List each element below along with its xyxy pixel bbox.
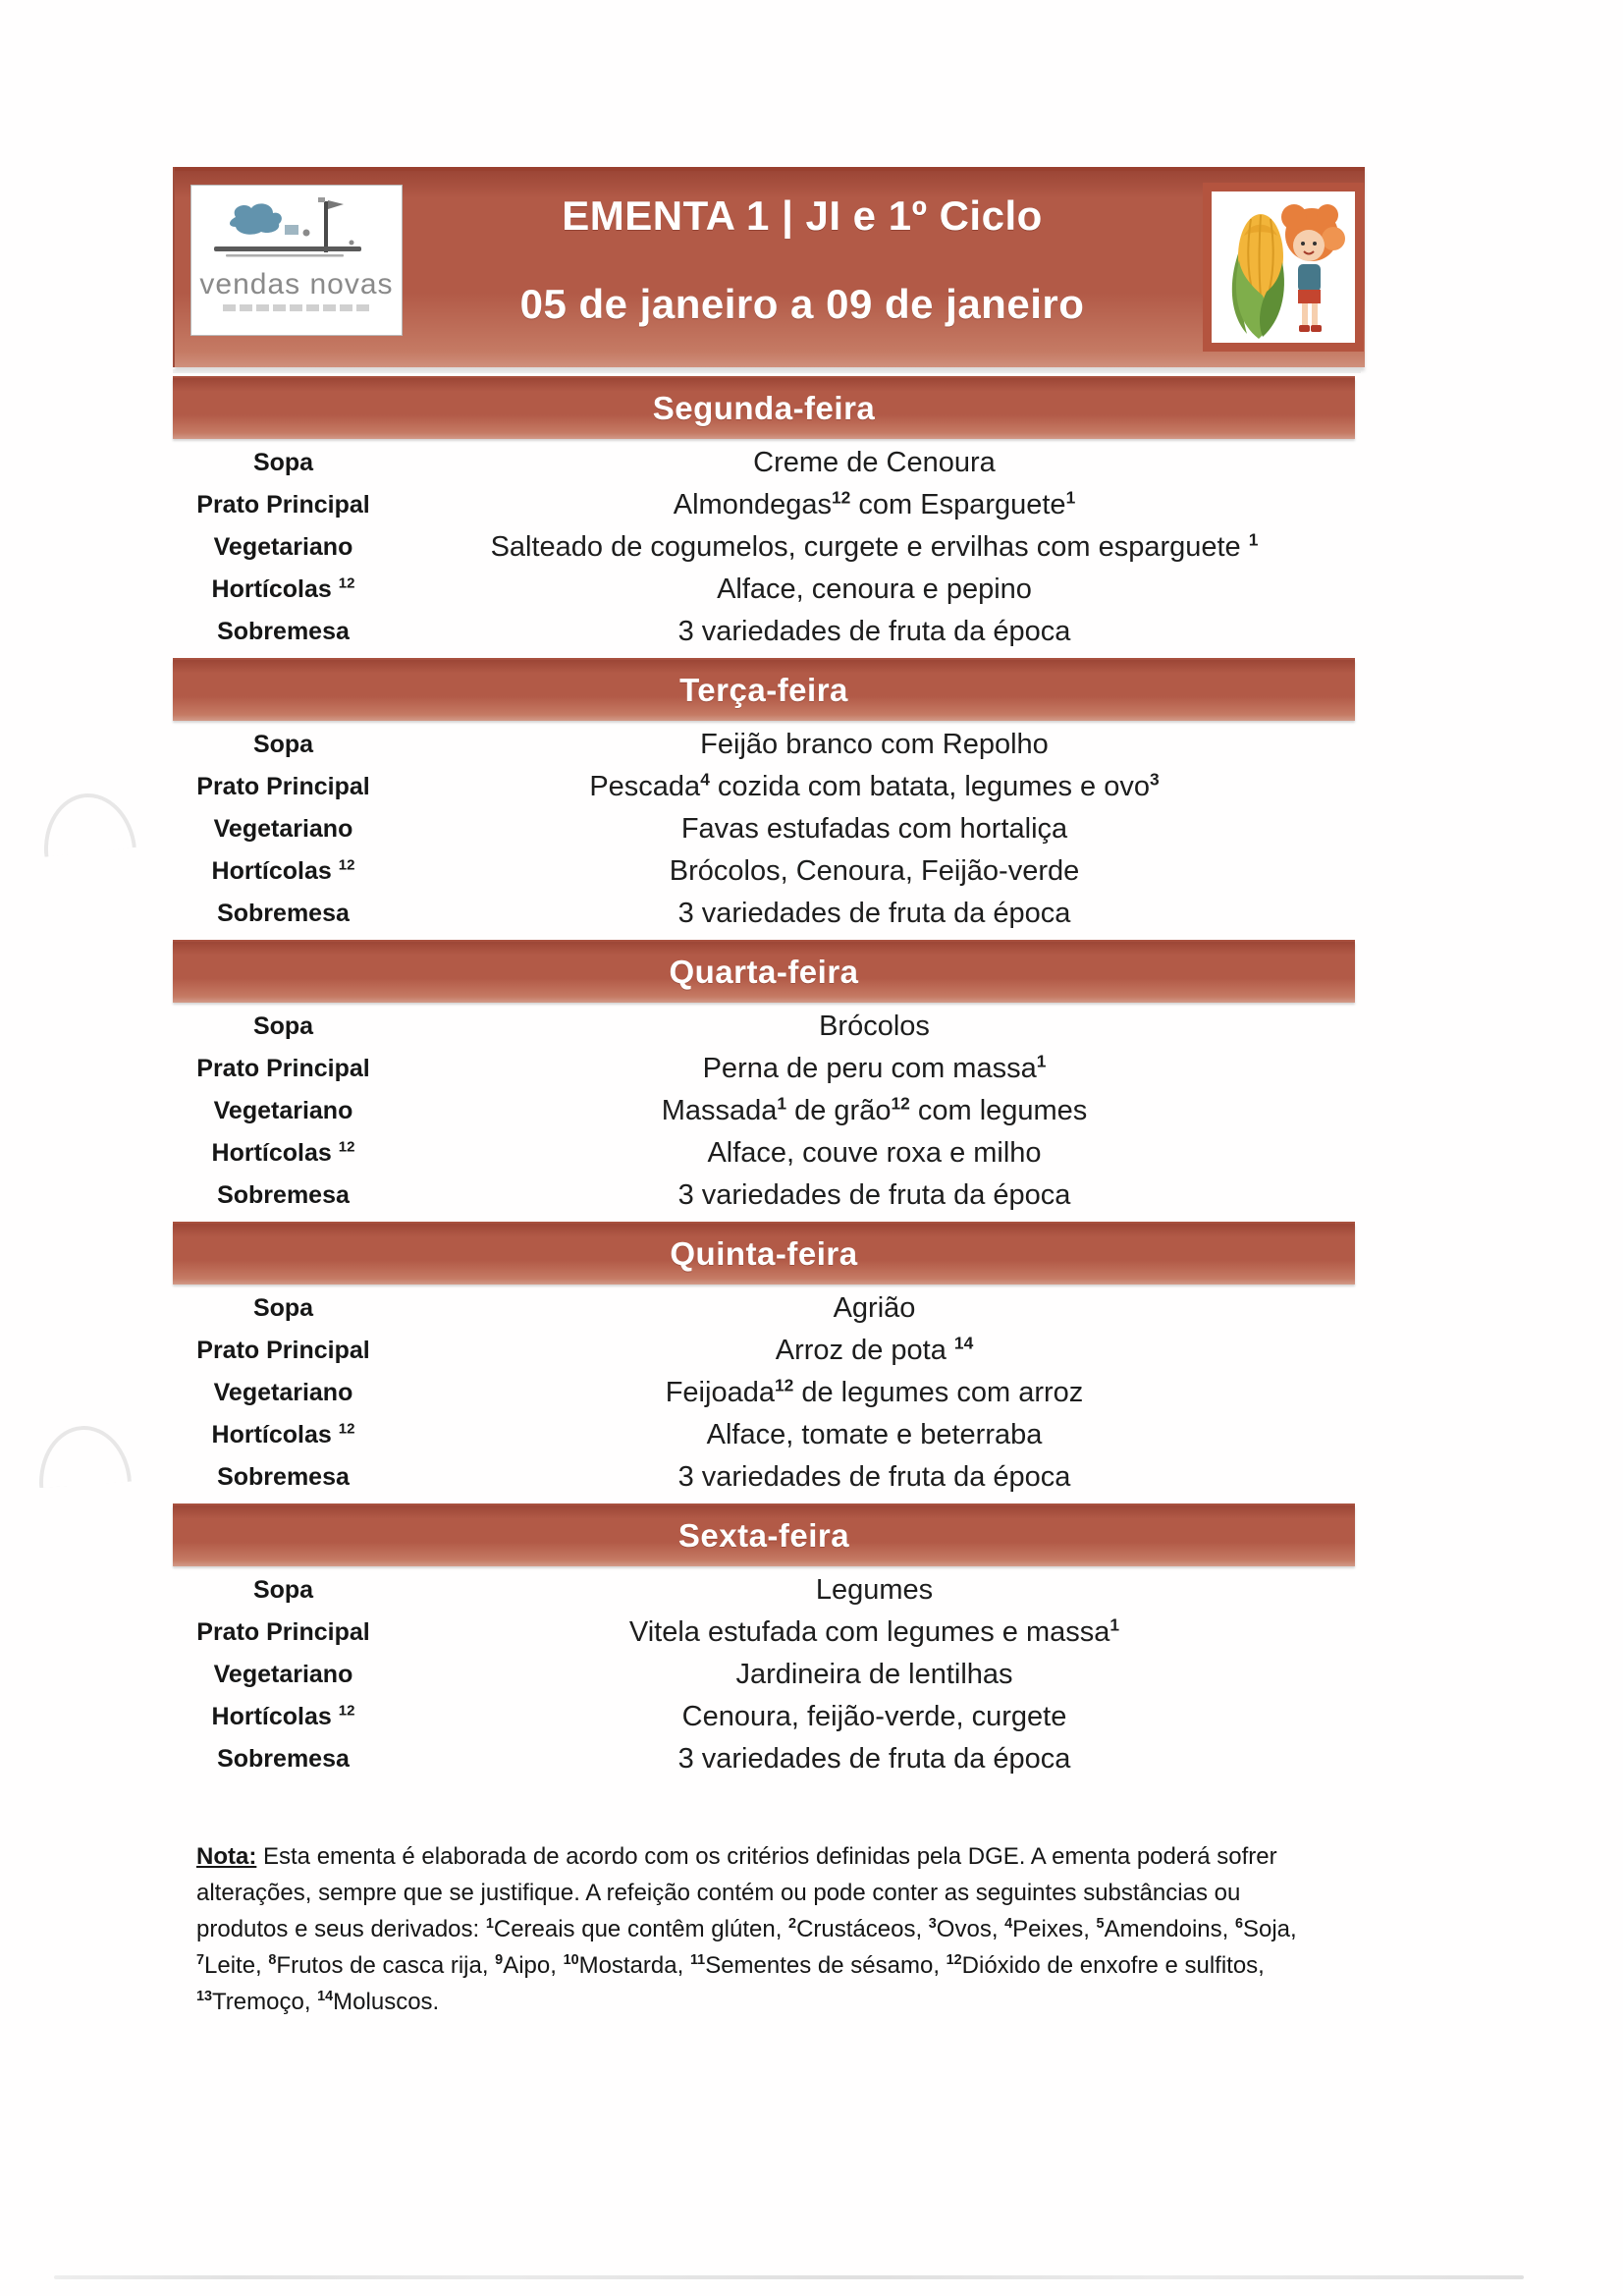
row-label: Sobremesa xyxy=(217,1181,350,1209)
day-section xyxy=(173,1224,1355,1497)
note-line: $^7$Leite, $^8$Frutos de casca rija, $^9$Aipo, $^{10}$Mostarda, $^{11}$Sementes de sésamo, $^{12}$Dióxido de enxofre e sulfitos, xyxy=(196,1952,1265,1979)
day-section xyxy=(173,378,1355,651)
menu-row xyxy=(173,1090,1355,1132)
row-label: Sopa xyxy=(252,1576,314,1604)
day-band xyxy=(173,378,1355,439)
row-label: Vegetariano xyxy=(213,1097,353,1124)
menu-row xyxy=(173,1414,1355,1456)
row-label: Sopa xyxy=(252,731,314,758)
dish-text: Brócolos, Cenoura, Feijão-verde xyxy=(669,855,1080,887)
menu-row xyxy=(173,1006,1355,1048)
day-title: Quarta-feira xyxy=(669,954,859,990)
day-band xyxy=(173,1224,1355,1285)
menu-row xyxy=(173,1738,1355,1780)
dish-text: Arroz de pota $^{14}$ xyxy=(775,1333,974,1366)
row-label: Sopa xyxy=(252,449,314,476)
menu-row xyxy=(173,611,1355,653)
scan-shadow xyxy=(173,369,1361,373)
menu-row xyxy=(173,1696,1355,1738)
menu-row xyxy=(173,484,1355,526)
dish-text: Salteado de cogumelos, curgete e ervilhas com esparguete $^1$ xyxy=(490,529,1259,563)
header-banner xyxy=(175,167,1365,367)
menu-row xyxy=(173,1654,1355,1696)
menu-row xyxy=(173,1132,1355,1175)
menu-row xyxy=(173,442,1355,484)
note-line: $^{13}$Tremoço, $^{14}$Moluscos. xyxy=(196,1989,440,2015)
menu-row xyxy=(173,724,1355,766)
dish-text: Agrião xyxy=(833,1292,916,1324)
day-title: Sexta-feira xyxy=(677,1517,850,1554)
corn-kid-icon xyxy=(1212,191,1355,343)
dish-text: Perna de peru com massa$^1$ xyxy=(702,1051,1047,1084)
dish-text: Alface, tomate e beterraba xyxy=(706,1419,1043,1450)
menu-row xyxy=(173,766,1355,808)
row-label: Prato Principal xyxy=(196,1337,370,1364)
day-section xyxy=(173,660,1355,933)
dish-text: Pescada$^4$ cozida com batata, legumes e ovo$^3$ xyxy=(589,769,1160,802)
dish-text: Alface, cenoura e pepino xyxy=(717,574,1032,605)
row-label: Hortícolas $^{12}$ xyxy=(211,1702,355,1730)
dish-text: Alface, couve roxa e milho xyxy=(707,1137,1042,1169)
day-section xyxy=(173,1505,1355,1778)
dish-text: Feijoada$^{12}$ de legumes com arroz xyxy=(665,1375,1084,1408)
row-label: Prato Principal xyxy=(196,491,370,519)
row-label: Sobremesa xyxy=(217,1745,350,1773)
menu-row xyxy=(173,526,1355,569)
menu-row xyxy=(173,850,1355,893)
menu-row xyxy=(173,1287,1355,1330)
menu-row xyxy=(173,893,1355,935)
menu-row xyxy=(173,1330,1355,1372)
dish-text: Cenoura, feijão-verde, curgete xyxy=(681,1701,1067,1732)
dish-text: Favas estufadas com hortaliça xyxy=(680,813,1068,845)
day-title: Segunda-feira xyxy=(652,390,876,426)
menu-row xyxy=(173,1612,1355,1654)
dish-text: 3 variedades de fruta da época xyxy=(677,1179,1071,1211)
dish-text: 3 variedades de fruta da época xyxy=(677,1743,1071,1775)
row-label: Hortícolas $^{12}$ xyxy=(211,856,355,885)
weekly-menu xyxy=(173,378,1355,1787)
row-label: Sobremesa xyxy=(217,900,350,927)
day-section xyxy=(173,942,1355,1215)
scan-artifact-arc xyxy=(35,1423,132,1488)
note-line: alterações, sempre que se justifique. A refeição contém ou pode conter as seguintes substâncias ou xyxy=(196,1880,1241,1906)
menu-row xyxy=(173,1569,1355,1612)
row-label: Vegetariano xyxy=(213,815,353,843)
row-label: Sopa xyxy=(252,1012,314,1040)
scan-artifact-line xyxy=(54,2275,1524,2279)
dish-text: 3 variedades de fruta da época xyxy=(677,898,1071,929)
row-label: Sobremesa xyxy=(217,1463,350,1491)
day-band xyxy=(173,660,1355,721)
menu-row xyxy=(173,1048,1355,1090)
menu-row xyxy=(173,1175,1355,1217)
row-label: Sobremesa xyxy=(217,618,350,645)
municipality-logo-icon xyxy=(208,195,385,268)
menu-row xyxy=(173,808,1355,850)
row-label: Vegetariano xyxy=(213,1379,353,1406)
note-label: Nota: xyxy=(196,1843,257,1870)
menu-row xyxy=(173,1456,1355,1499)
dish-text: Almondegas$^{12}$ com Esparguete$^1$ xyxy=(673,487,1076,520)
row-label: Hortícolas $^{12}$ xyxy=(211,1138,355,1167)
header-titles xyxy=(414,171,1190,367)
dish-text: Vitela estufada com legumes e massa$^1$ xyxy=(628,1614,1120,1648)
row-label: Vegetariano xyxy=(213,533,353,561)
allergen-note xyxy=(196,1838,1335,2020)
row-label: Hortícolas $^{12}$ xyxy=(211,1420,355,1449)
day-band xyxy=(173,942,1355,1003)
row-label: Hortícolas $^{12}$ xyxy=(211,574,355,603)
day-band xyxy=(173,1505,1355,1566)
dish-text: Massada$^1$ de grão$^{12}$ com legumes xyxy=(661,1093,1088,1126)
row-label: Sopa xyxy=(252,1294,314,1322)
page-title: EMENTA 1 | JI e 1º Ciclo xyxy=(562,192,1043,239)
note-line: produtos e seus derivados: $^1$Cereais que contêm glúten, $^2$Crustáceos, $^3$Ovos, $^4$Peixes, $^5$Amendoins, $^6$Soja, xyxy=(196,1916,1297,1942)
municipality-logo xyxy=(190,185,403,336)
date-range: 05 de janeiro a 09 de janeiro xyxy=(519,281,1085,327)
dish-text: Feijão branco com Repolho xyxy=(700,729,1049,760)
dish-text: 3 variedades de fruta da época xyxy=(677,616,1071,647)
corn-kid-illustration xyxy=(1203,183,1364,352)
note-line: Nota: Esta ementa é elaborada de acordo com os critérios definidas pela DGE. A ementa poderá sofrer xyxy=(196,1843,1277,1870)
day-title: Quinta-feira xyxy=(670,1235,858,1272)
menu-row xyxy=(173,1372,1355,1414)
logo-wordmark: vendas novas xyxy=(199,268,394,301)
dish-text: Brócolos xyxy=(819,1011,930,1042)
row-label: Vegetariano xyxy=(213,1661,353,1688)
logo-tagline-illegible xyxy=(223,304,370,311)
day-title: Terça-feira xyxy=(679,672,848,708)
row-label: Prato Principal xyxy=(196,1055,370,1082)
dish-text: Creme de Cenoura xyxy=(753,447,996,478)
row-label: Prato Principal xyxy=(196,1618,370,1646)
row-label: Prato Principal xyxy=(196,773,370,800)
menu-row xyxy=(173,569,1355,611)
dish-text: Legumes xyxy=(815,1574,934,1606)
dish-text: 3 variedades de fruta da época xyxy=(677,1461,1071,1493)
scan-artifact-arc xyxy=(38,789,136,856)
dish-text: Jardineira de lentilhas xyxy=(735,1659,1013,1690)
